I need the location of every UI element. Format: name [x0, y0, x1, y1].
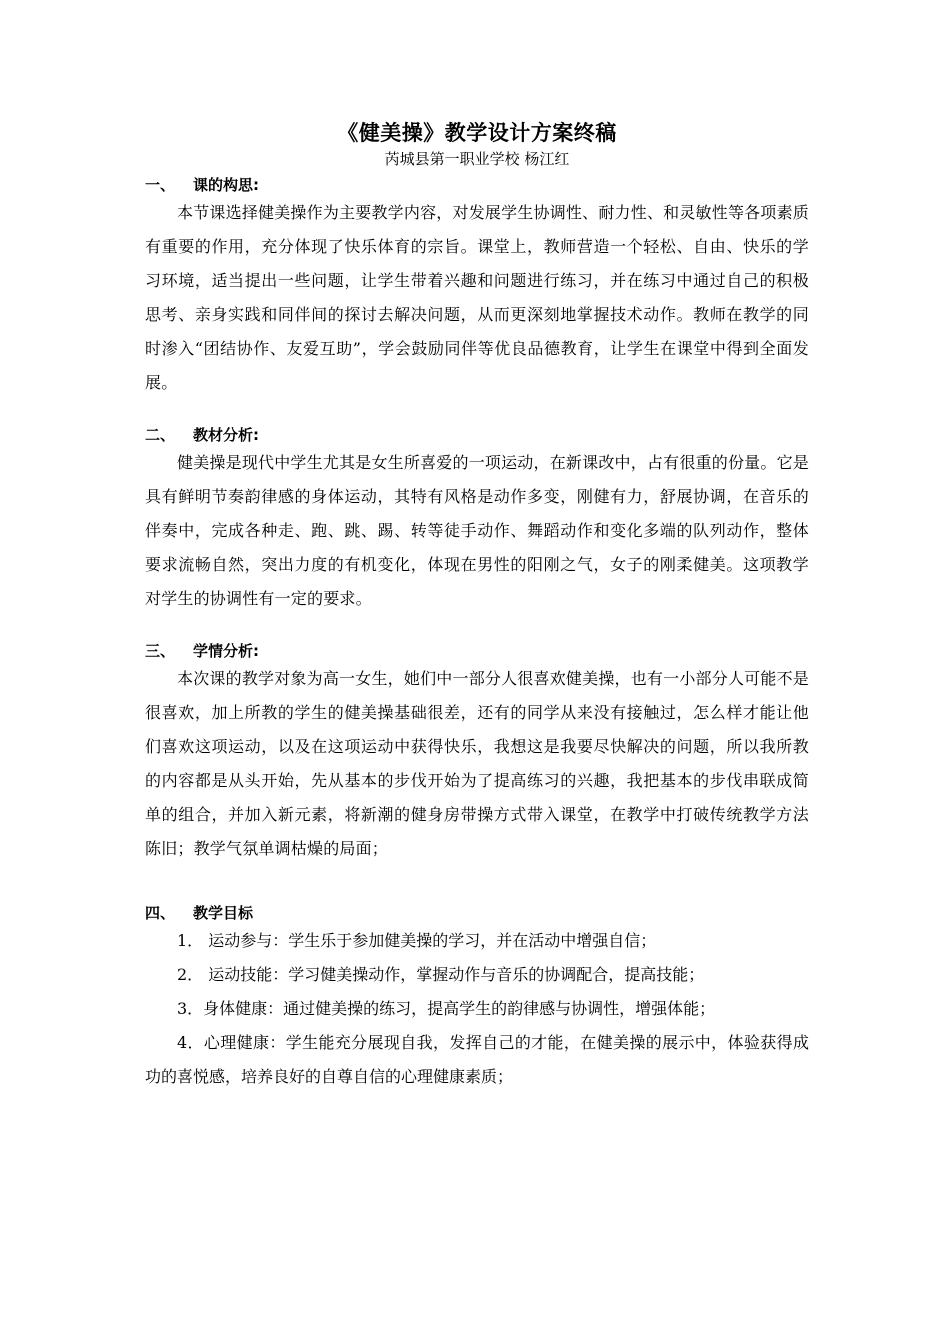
goal-item: 4．心理健康：学生能充分展现自我，发挥自己的才能，在健美操的展示中，体验获得成功的喜悦感，培养良好的自尊自信的心理健康素质； — [145, 1033, 809, 1086]
section-title: 学情分析: — [193, 642, 259, 660]
section-teaching-goals — [145, 902, 809, 1094]
section-number: 二、 — [145, 426, 176, 444]
section-title: 课的构思: — [193, 176, 259, 194]
goal-item: 2． 运动技能：学习健美操动作，掌握动作与音乐的协调配合，提高技能； — [177, 965, 705, 984]
section-heading — [145, 424, 809, 446]
section-number: 一、 — [145, 176, 176, 194]
section-paragraph: 健美操是现代中学生尤其是女生所喜爱的一项运动，在新课改中，占有很重的份量。它是具有鲜明节奏韵律感的身体运动，其特有风格是动作多变，刚健有力，舒展协调，在音乐的伴奏中，完成各种走、跑、跳、踢、转等徒手动作、舞蹈动作和变化多端的队列动作，整体要求流畅自然，突出力度的有机变化，体现在男性的阳刚之气，女子的刚柔健美。这项教学对学生的协调性有一定的要求。 — [145, 453, 809, 608]
section-number: 四、 — [145, 904, 176, 922]
section-student-analysis — [145, 640, 809, 866]
document-page — [145, 118, 809, 1094]
goal-item: 1． 运动参与：学生乐于参加健美操的学习，并在活动中增强自信； — [177, 931, 657, 950]
document-author: 芮城县第一职业学校 杨江红 — [384, 150, 570, 168]
section-paragraph: 本节课选择健美操作为主要教学内容，对发展学生协调性、耐力性、和灵敏性等各项素质有重要的作用，充分体现了快乐体育的宗旨。课堂上，教师营造一个轻松、自由、快乐的学习环境，适当提出一些问题，让学生带着兴趣和问题进行练习，并在练习中通过自己的积极思考、亲身实践和同伴间的探讨去解决问题，从而更深刻地掌握技术动作。教师在教学的同时渗入“团结协作、友爱互助”，学会鼓励同伴等优良品德教育，让学生在课堂中得到全面发展。 — [145, 203, 809, 392]
section-heading — [145, 902, 809, 924]
document-title: 《健美操》教学设计方案终稿 — [337, 120, 617, 145]
section-concept — [145, 174, 809, 400]
section-heading — [145, 174, 809, 196]
section-heading — [145, 640, 809, 662]
section-number: 三、 — [145, 642, 176, 660]
section-material-analysis — [145, 424, 809, 616]
section-title: 教材分析: — [193, 426, 259, 444]
section-title: 教学目标 — [193, 904, 254, 922]
section-paragraph: 本次课的教学对象为高一女生，她们中一部分人很喜欢健美操，也有一小部分人可能不是很喜欢，加上所教的学生的健美操基础很差，还有的同学从来没有接触过，怎么样才能让他们喜欢这项运动，以及在这项运动中获得快乐，我想这是我要尽快解决的问题，所以我所教的内容都是从头开始，先从基本的步伐开始为了提高练习的兴趣，我把基本的步伐串联成简单的组合，并加入新元素，将新潮的健身房带操方式带入课堂，在教学中打破传统教学方法陈旧；教学气氛单调枯燥的局面； — [145, 669, 809, 858]
goal-item: 3．身体健康：通过健美操的练习，提高学生的韵律感与协调性，增强体能； — [177, 999, 716, 1018]
